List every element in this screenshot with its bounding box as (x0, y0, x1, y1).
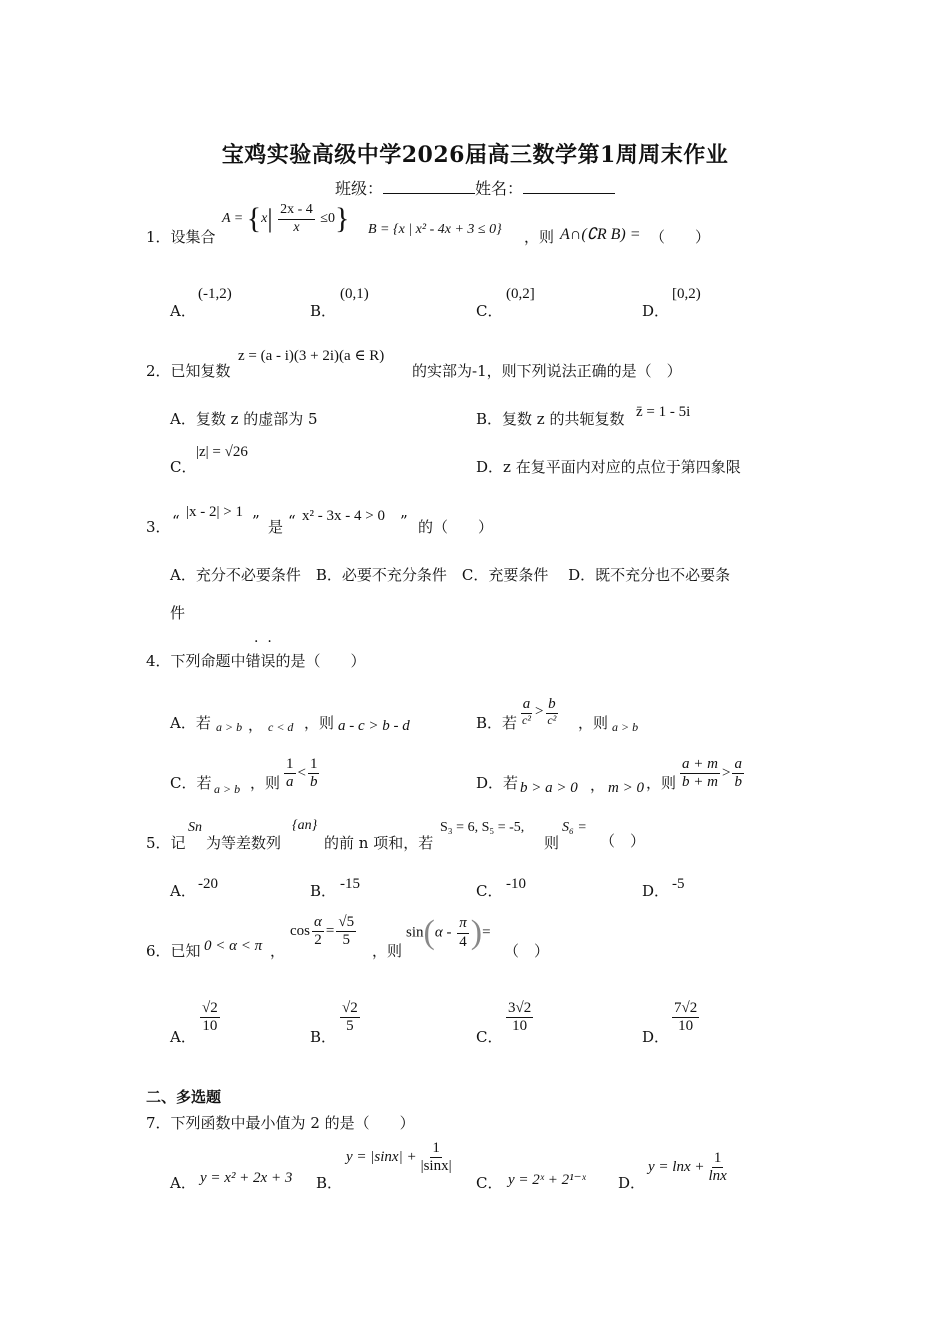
q4-d-sep: ， (590, 776, 606, 794)
q1-option-a-value: (-1,2) (198, 286, 232, 302)
q1-option-d[interactable]: D． (642, 302, 670, 320)
q2-option-d[interactable]: D．z 在复平面内对应的点位于第四象限 (476, 458, 741, 476)
q5-option-d[interactable]: D． (642, 882, 670, 900)
question-6: 6．已知 (146, 942, 201, 960)
class-label: 班级： (334, 179, 383, 198)
question-4: 4．下列命题中错误的是（ ） (146, 652, 366, 670)
q4-a-c1: a > b (216, 720, 243, 734)
q7-option-b-math: y = |sinx| + $\frac{1}{|\sin x|}$ (346, 1140, 452, 1175)
q1-frac: $\frac{2x - 4}{x}$ (280, 202, 313, 235)
q6-option-b-value: $\frac{√2}{5}$ (342, 1000, 358, 1035)
q6-option-d-value: $\frac{7√2}{10}$ (674, 1000, 698, 1035)
q4-c-cond: a > b (214, 782, 241, 796)
q3-expr2: x² - 3x - 4 > 0 (302, 508, 385, 524)
q4-d-expr: $\frac{a + m}{b + m}$ > $\frac{a}{b}$ (682, 756, 742, 791)
q4-d-c1: b > a > 0 (520, 780, 578, 796)
q2-option-b[interactable]: B．复数 z 的共轭复数 (476, 410, 625, 428)
q1-option-d-value: [0,2) (672, 286, 701, 302)
q6-option-d[interactable]: D． (642, 1028, 670, 1046)
q6-sin-expr: sin(α - $\frac{\pi}{4}$ )= (406, 914, 491, 951)
q1-set-a: A = {x| $\frac{2x - 4}{x}$ ≤0} (222, 202, 350, 235)
emphasis-dots: · · (254, 634, 272, 650)
q3-close-quote-2: ” (400, 512, 408, 530)
q5-cond: S₃ = 6, S₅ = -5, (440, 820, 525, 835)
q5-option-b-value: -15 (340, 876, 360, 892)
section-heading: 二、多选题 (146, 1088, 222, 1106)
q3-options[interactable]: A．充分不必要条件 B．必要不充分条件 C．充要条件 D．既不充分也不必要条 (170, 566, 731, 584)
q3-close-quote: ” (252, 512, 260, 530)
q6-option-c-value: $\frac{3√2}{10}$ (508, 1000, 532, 1035)
q2-option-a[interactable]: A．复数 z 的虚部为 5 (170, 410, 318, 428)
q5-an: {an} (292, 818, 318, 833)
q7-option-d-math: y = lnx + $\frac{1}{\ln x}$ (648, 1150, 727, 1185)
q4-b-result: a > b (612, 720, 639, 734)
q2-rest: 的实部为-1，则下列说法正确的是（ ） (412, 362, 682, 380)
q4-c-expr: $\frac{1}{a}$ < $\frac{1}{b}$ (286, 756, 318, 791)
q7-option-a[interactable]: A． (170, 1174, 196, 1192)
q5-sn: Sn (188, 820, 202, 835)
q1-option-b[interactable]: B． (310, 302, 337, 320)
q6-option-b[interactable]: B． (310, 1028, 337, 1046)
q5-option-b[interactable]: B． (310, 882, 337, 900)
q6-paren: （ ） (504, 942, 550, 960)
q4-option-a[interactable]: A．若 (170, 714, 211, 732)
q1-option-c-value: (0,2] (506, 286, 535, 302)
q4-option-d[interactable]: D．若 (476, 774, 519, 792)
q3-options-wrap: 件 (170, 604, 186, 622)
q4-option-c[interactable]: C．若 (170, 774, 212, 792)
student-info (0, 176, 950, 199)
q4-b-expr: $\frac{a}{\text{c²}}$ > $\frac{b}{\text{c²}}$ (522, 696, 557, 728)
q4-option-b[interactable]: B．若 (476, 714, 518, 732)
question-1 (146, 226, 216, 247)
page-title: 宝鸡实验高级中学2026届高三数学第1周周末作业 (221, 142, 729, 168)
q2-option-b-math: z̄ = 1 - 5i (636, 404, 691, 420)
name-label: 姓名： (475, 179, 524, 198)
q4-a-then: ，则 (304, 714, 335, 732)
q5-option-a[interactable]: A． (170, 882, 196, 900)
q4-a-result: a - c > b - d (338, 718, 410, 734)
question-2: 2．已知复数 (146, 362, 231, 380)
q1-stem: 1．设集合 (146, 228, 216, 246)
q4-d-c2: m > 0 (608, 780, 644, 796)
q5-mid2: 的前 n 项和，若 (324, 834, 434, 852)
q7-option-c[interactable]: C． (476, 1174, 503, 1192)
q3-shi: 是 (268, 518, 284, 536)
q1-option-a[interactable]: A． (170, 302, 196, 320)
q6-cond: 0 < α < π (204, 938, 263, 954)
q2-expr: z = (a - i)(3 + 2i)(a ∈ R) (238, 348, 385, 364)
q1-mid: ，则 (524, 228, 555, 246)
q5-option-c[interactable]: C． (476, 882, 503, 900)
q2-option-c-math: |z| = √26 (196, 444, 248, 460)
q6-option-a[interactable]: A． (170, 1028, 196, 1046)
q5-paren: （ ） (600, 832, 646, 850)
q2-option-c[interactable]: C． (170, 458, 197, 476)
q5-mid1: 为等差数列 (206, 834, 282, 852)
q1-paren: （ ） (650, 228, 711, 246)
q4-b-then: ，则 (578, 714, 609, 732)
q1-option-c[interactable]: C． (476, 302, 503, 320)
q5-option-c-value: -10 (506, 876, 526, 892)
q5-then: 则 (544, 834, 560, 852)
q1-expr: A∩(∁R B) = (560, 226, 641, 243)
class-blank[interactable] (383, 179, 475, 194)
q3-tail: 的（ ） (418, 518, 494, 536)
q6-cos-expr: cos $\frac{\alpha}{2}$ = $\frac{√5}{5}$ (290, 914, 355, 949)
q7-option-c-math: y = 2ˣ + 2¹⁻ˣ (508, 1172, 586, 1188)
q4-a-c2: c < d (268, 720, 294, 734)
q6-option-a-value: $\frac{√2}{10}$ (202, 1000, 218, 1035)
q3-open-quote-2: “ (288, 512, 296, 530)
q7-option-d[interactable]: D． (618, 1174, 646, 1192)
question-3: 3． (146, 518, 171, 536)
q1-option-b-value: (0,1) (340, 286, 369, 302)
question-5: 5．记 (146, 834, 186, 852)
q6-then: ，则 (372, 942, 403, 960)
q6-option-c[interactable]: C． (476, 1028, 503, 1046)
q7-option-a-math: y = x² + 2x + 3 (200, 1170, 293, 1186)
q3-open-quote: “ (172, 512, 180, 530)
q5-option-d-value: -5 (672, 876, 685, 892)
q7-option-b[interactable]: B． (316, 1174, 343, 1192)
name-blank[interactable] (523, 179, 615, 194)
q1-set-b: B = {x | x² - 4x + 3 ≤ 0} (368, 222, 502, 237)
question-7: 7．下列函数中最小值为 2 的是（ ） (146, 1114, 415, 1132)
q5-s6: S₆ = (562, 820, 587, 835)
q3-expr1: |x - 2| > 1 (186, 504, 243, 520)
q4-d-then: ，则 (646, 774, 677, 792)
q4-a-sep: ， (248, 716, 264, 734)
q4-c-then: ，则 (250, 774, 281, 792)
q6-comma: ， (270, 942, 286, 960)
q5-option-a-value: -20 (198, 876, 218, 892)
